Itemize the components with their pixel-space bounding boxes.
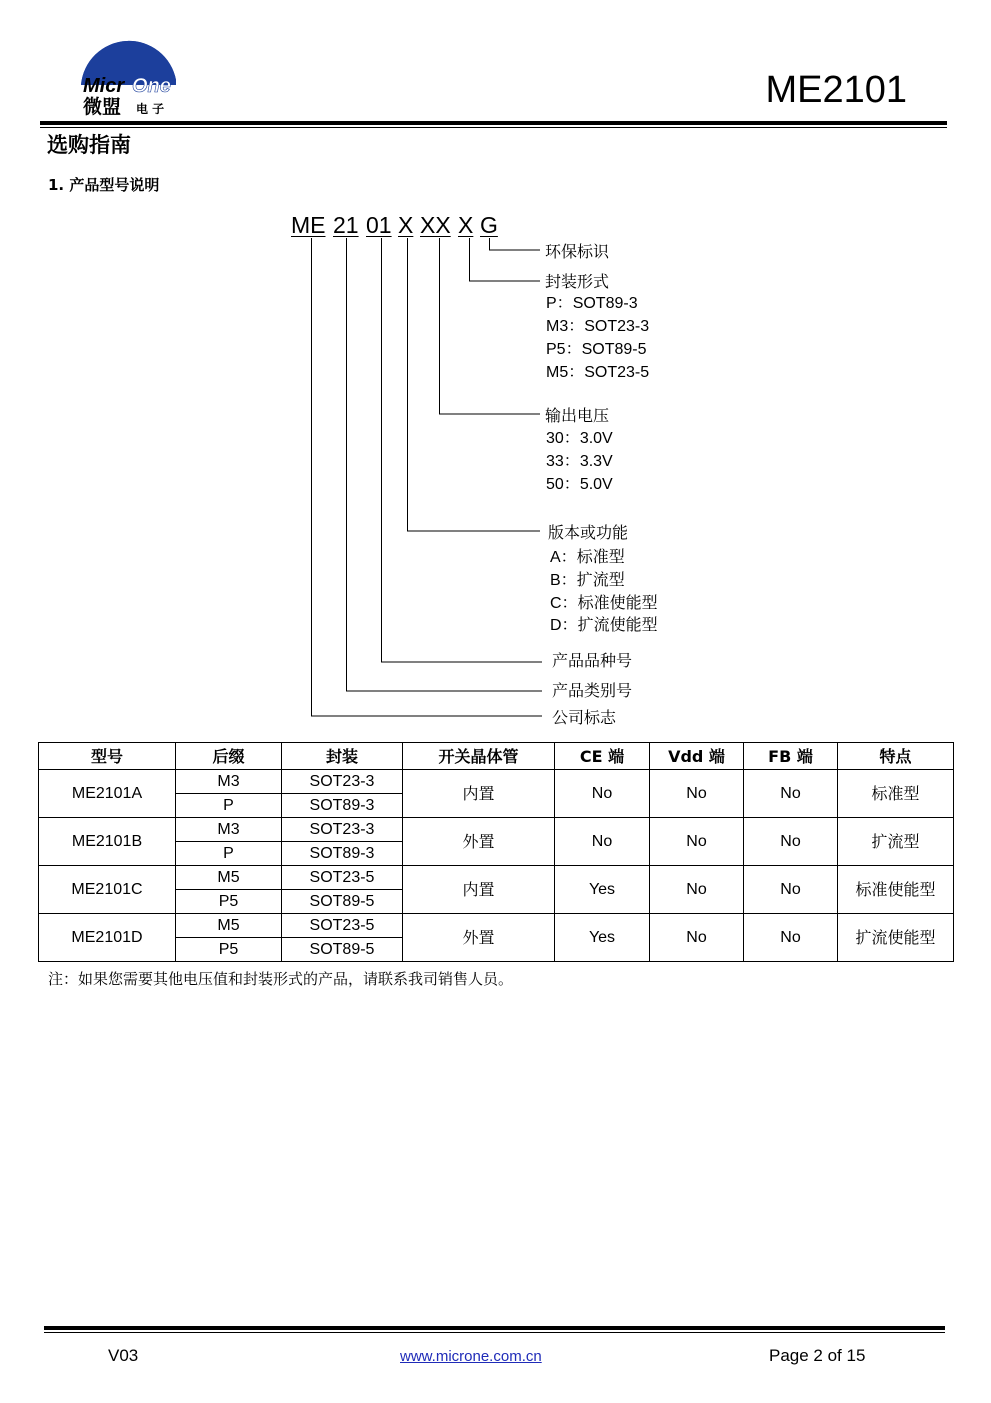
package-option-m5: [546, 363, 649, 383]
cell-suffix: P5: [176, 938, 282, 962]
cell-model: ME2101C: [39, 866, 176, 914]
connector-package: [470, 238, 541, 281]
table-row: [39, 818, 954, 842]
cell-switch: 内置: [403, 866, 555, 914]
cell-ce: Yes: [555, 914, 650, 962]
label-voltage: 输出电压: [545, 406, 610, 425]
cell-model: ME2101A: [39, 770, 176, 818]
logo-subtext-small: 电 子: [136, 102, 165, 116]
header-model: 型号: [39, 743, 176, 770]
cell-feature: 扩流型: [838, 818, 954, 866]
table-row: [39, 914, 954, 938]
header-package: 封装: [282, 743, 403, 770]
code-segment-variety: 01: [366, 212, 392, 238]
header-rule-thick: [40, 121, 947, 125]
package-option-p: [546, 294, 638, 314]
connector-version: [408, 238, 541, 531]
header-rule-thin: [40, 127, 947, 128]
option-value: 5.0V: [579, 476, 613, 493]
header-switch: 开关晶体管: [403, 743, 555, 770]
option-value: 扩流使能型: [577, 615, 658, 634]
option-value: 3.0V: [579, 430, 613, 447]
code-segment-voltage: XX: [420, 212, 451, 238]
package-option-p5: [546, 340, 647, 360]
cell-fb: No: [744, 866, 838, 914]
option-code: M3：: [546, 318, 585, 335]
code-segment-category: 21: [333, 212, 359, 238]
cell-vdd: No: [650, 866, 744, 914]
header-feature: 特点: [838, 743, 954, 770]
section-title: 选购指南: [47, 133, 131, 157]
header-ce: CE 端: [555, 743, 650, 770]
code-segment-package: X: [458, 212, 474, 238]
option-value: 标准使能型: [577, 593, 658, 612]
cell-suffix: P: [176, 794, 282, 818]
connector-company: [312, 238, 543, 716]
cell-ce: Yes: [555, 866, 650, 914]
option-value: 3.3V: [579, 453, 613, 470]
cell-vdd: No: [650, 770, 744, 818]
version-option-b: [550, 570, 625, 591]
code-segment-version: X: [398, 212, 414, 238]
cell-suffix: P5: [176, 890, 282, 914]
cell-model: ME2101D: [39, 914, 176, 962]
version-option-c: [550, 593, 658, 614]
cell-package: SOT23-5: [282, 914, 403, 938]
footer-website-link[interactable]: www.microne.com.cn: [400, 1348, 542, 1365]
option-code: C：: [550, 595, 578, 612]
cell-package: SOT89-3: [282, 794, 403, 818]
version-option-a: [550, 547, 625, 568]
option-value: SOT23-5: [584, 364, 650, 381]
table-note: 注：如果您需要其他电压值和封装形式的产品，请联系我司销售人员。: [48, 970, 514, 988]
label-eco: 环保标识: [545, 242, 610, 261]
cell-ce: No: [555, 818, 650, 866]
cell-feature: 标准型: [838, 770, 954, 818]
header-suffix: 后缀: [176, 743, 282, 770]
option-value: SOT89-5: [581, 341, 647, 358]
cell-suffix: M3: [176, 770, 282, 794]
logo-graphic: [78, 30, 183, 120]
option-value: 标准型: [576, 547, 625, 566]
cell-package: SOT23-5: [282, 866, 403, 890]
cell-package: SOT23-3: [282, 818, 403, 842]
model-selection-table: [38, 742, 954, 962]
label-package: 封装形式: [545, 272, 610, 291]
code-segment-eco: G: [480, 212, 498, 238]
version-option-d: [550, 615, 658, 636]
cell-model: ME2101B: [39, 818, 176, 866]
cell-package: SOT23-3: [282, 770, 403, 794]
cell-fb: No: [744, 818, 838, 866]
option-code: P：: [546, 295, 573, 312]
connector-variety: [382, 238, 543, 662]
option-code: 50：: [546, 476, 580, 493]
code-segment-company: ME: [291, 212, 326, 238]
connector-voltage: [440, 238, 541, 414]
cell-package: SOT89-5: [282, 890, 403, 914]
footer-page-number: Page 2 of 15: [769, 1346, 866, 1365]
cell-fb: No: [744, 914, 838, 962]
voltage-option-50: [546, 475, 613, 495]
subsection-title: 1. 产品型号说明: [48, 176, 160, 194]
cell-switch: 外置: [403, 818, 555, 866]
label-version: 版本或功能: [548, 523, 629, 542]
footer-rule-thick: [44, 1326, 945, 1330]
cell-suffix: M3: [176, 818, 282, 842]
voltage-option-33: [546, 452, 613, 472]
cell-suffix: M5: [176, 866, 282, 890]
cell-fb: No: [744, 770, 838, 818]
cell-vdd: No: [650, 818, 744, 866]
table-row: [39, 770, 954, 794]
logo-text-one: One: [132, 75, 171, 97]
label-variety: 产品品种号: [552, 651, 633, 670]
option-value: SOT23-3: [584, 318, 650, 335]
footer-rule-thin: [44, 1332, 945, 1333]
cell-package: SOT89-5: [282, 938, 403, 962]
doc-title: ME2101: [765, 69, 907, 111]
label-company: 公司标志: [552, 708, 617, 727]
logo-text-micr: Micr: [83, 75, 125, 97]
package-option-m3: [546, 317, 649, 337]
cell-suffix: M5: [176, 914, 282, 938]
connector-category: [347, 238, 543, 691]
cell-suffix: P: [176, 842, 282, 866]
option-code: 30：: [546, 430, 580, 447]
header-vdd: Vdd 端: [650, 743, 744, 770]
cell-switch: 内置: [403, 770, 555, 818]
option-code: P5：: [546, 341, 582, 358]
cell-feature: 标准使能型: [838, 866, 954, 914]
cell-vdd: No: [650, 914, 744, 962]
cell-ce: No: [555, 770, 650, 818]
option-code: M5：: [546, 364, 585, 381]
option-value: SOT89-3: [572, 295, 638, 312]
option-code: B：: [550, 572, 577, 589]
option-code: 33：: [546, 453, 580, 470]
company-logo: [78, 30, 183, 120]
footer-version: V03: [108, 1346, 139, 1365]
voltage-option-30: [546, 429, 613, 449]
cell-package: SOT89-3: [282, 842, 403, 866]
connector-eco: [490, 238, 541, 250]
option-value: 扩流型: [576, 570, 625, 589]
logo-subtext: 微盟: [83, 96, 122, 118]
table-row: [39, 866, 954, 890]
label-category: 产品类别号: [552, 681, 633, 700]
cell-switch: 外置: [403, 914, 555, 962]
option-code: A：: [550, 549, 577, 566]
header-fb: FB 端: [744, 743, 838, 770]
table-header-row: [39, 743, 954, 770]
cell-feature: 扩流使能型: [838, 914, 954, 962]
option-code: D：: [550, 617, 578, 634]
